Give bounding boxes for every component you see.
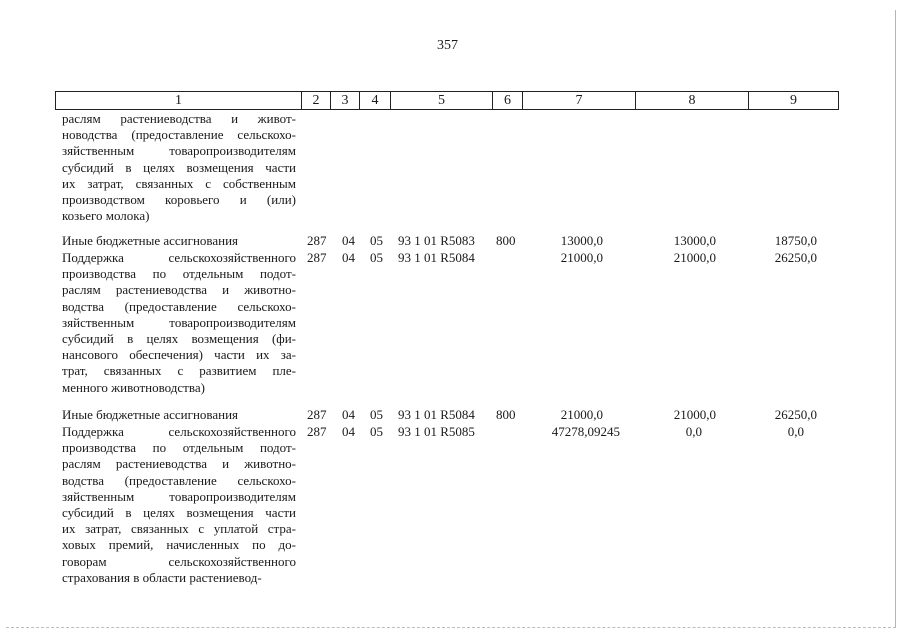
row-description-line: страхования в области растениевод- <box>62 569 262 585</box>
row-description-line: зяйственным товаропроизводителям <box>62 488 296 504</box>
col8-value: 21000,0 <box>673 407 716 422</box>
col3-value: 04 <box>342 407 355 422</box>
col4-value: 05 <box>370 250 383 265</box>
col9-value: 26250,0 <box>774 407 817 422</box>
header-cell-9: 9 <box>748 91 839 110</box>
row-description-line: субсидий в целях возмещения части <box>62 505 296 520</box>
row-description-line: менного животноводства) <box>62 379 205 395</box>
row-description-line: нансового обеспечения) части их за- <box>62 347 296 363</box>
row-description-line: трат, связанных с развитием пле- <box>62 363 296 379</box>
row-description-line: производства по отдельным подот- <box>62 440 296 456</box>
header-cell-7: 7 <box>522 91 636 110</box>
col5-value: 93 1 01 R5084 <box>398 250 475 265</box>
col9-value: 26250,0 <box>774 250 817 265</box>
col6-value: 800 <box>496 407 516 422</box>
col4-value: 05 <box>370 424 383 439</box>
col7-value: 13000,0 <box>560 233 603 248</box>
col6-value: 800 <box>496 233 516 248</box>
col9-value: 18750,0 <box>774 233 817 248</box>
col4-value: 05 <box>370 407 383 422</box>
header-cell-6: 6 <box>492 91 523 110</box>
row-description-line: водства (предоставление сельскохо- <box>62 298 296 314</box>
row-description-line: новодства (предоставление сельскохо- <box>62 127 296 143</box>
header-cell-1: 1 <box>55 91 302 110</box>
col7-value: 47278,09245 <box>551 424 620 439</box>
row-description-line: Иные бюджетные ассигнования <box>62 233 239 248</box>
col3-value: 04 <box>342 250 355 265</box>
row-description-line: говорам сельскохозяйственного <box>62 553 296 569</box>
row-description-line: субсидий в целях возмещения (фи- <box>62 331 296 346</box>
col2-value: 287 <box>307 250 327 265</box>
row-description-line: производства по отдельным подот- <box>62 266 296 282</box>
header-cell-4: 4 <box>359 91 391 110</box>
col8-value: 13000,0 <box>673 233 716 248</box>
row-description-line: раслям растениеводства и животно- <box>62 282 296 298</box>
row-description-line: зяйственным товаропроизводителям <box>62 143 296 159</box>
row-description-line: субсидий в целях возмещения части <box>62 159 296 175</box>
table-header-row <box>55 91 839 110</box>
row-description-line: водства (предоставление сельскохо- <box>62 472 296 488</box>
col5-value: 93 1 01 R5085 <box>398 424 475 439</box>
row-description-line: ховых премий, начисленных по до- <box>62 537 296 553</box>
row-description-line: их затрат, связанных с собственным <box>62 175 296 191</box>
row-description-line: зяйственным товаропроизводителям <box>62 314 296 330</box>
row-description-line: Поддержка сельскохозяйственного <box>62 250 296 265</box>
col4-value: 05 <box>370 233 383 248</box>
header-cell-2: 2 <box>301 91 331 110</box>
col5-value: 93 1 01 R5083 <box>398 233 475 248</box>
header-cell-3: 3 <box>330 91 360 110</box>
col8-value: 0,0 <box>685 424 702 439</box>
header-cell-5: 5 <box>390 91 493 110</box>
col9-value: 0,0 <box>787 424 804 439</box>
col2-value: 287 <box>307 233 327 248</box>
col3-value: 04 <box>342 424 355 439</box>
row-description-line: их затрат, связанных с уплатой стра- <box>62 521 296 537</box>
row-description-line: козьего молока) <box>62 208 150 224</box>
row-description-line: Поддержка сельскохозяйственного <box>62 424 296 439</box>
col7-value: 21000,0 <box>560 407 603 422</box>
row-description-line: раслям растениеводства и живот- <box>62 111 296 126</box>
col2-value: 287 <box>307 424 327 439</box>
col8-value: 21000,0 <box>673 250 716 265</box>
col3-value: 04 <box>342 233 355 248</box>
page-number: 357 <box>437 38 458 53</box>
row-description-line: Иные бюджетные ассигнования <box>62 407 239 422</box>
row-description-line: производством коровьего и (или) <box>62 192 296 207</box>
col7-value: 21000,0 <box>560 250 603 265</box>
header-cell-8: 8 <box>635 91 749 110</box>
col5-value: 93 1 01 R5084 <box>398 407 475 422</box>
col2-value: 287 <box>307 407 327 422</box>
row-description-line: раслям растениеводства и животно- <box>62 456 296 472</box>
